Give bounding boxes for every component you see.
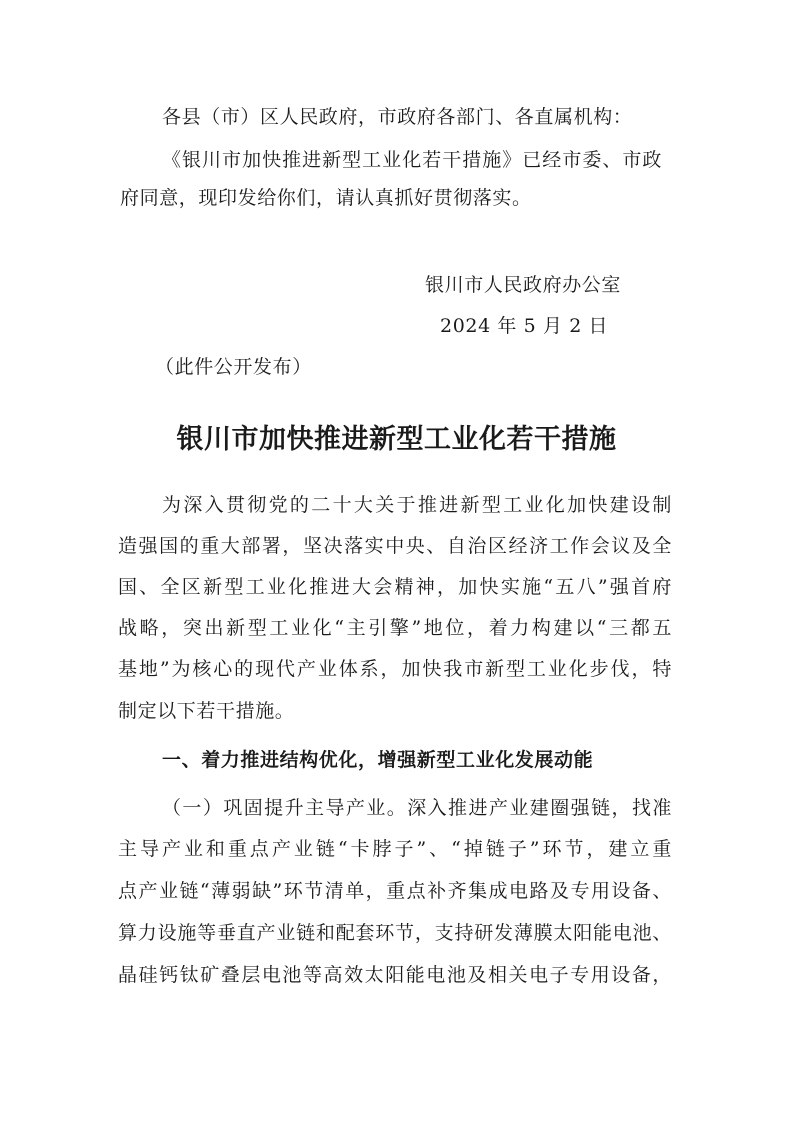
publication-note: （此件公开发布） — [155, 356, 312, 378]
intro-line-6: 制定以下若干措施。 — [118, 700, 295, 722]
salutation: 各县（市）区人民政府，市政府各部门、各直属机构： — [162, 106, 633, 128]
notice-body-line-2: 府同意，现印发给你们，请认真抓好贯彻落实。 — [120, 187, 532, 209]
issuer-name: 银川市人民政府办公室 — [425, 274, 622, 296]
intro-line-4: 战略，突出新型工业化“主引擎”地位，着力构建以“三都五 — [118, 617, 672, 639]
item-1-line-5: 晶硅钙钛矿叠层电池等高效太阳能电池及相关电子专用设备， — [118, 964, 672, 986]
item-1-line-1: （一）巩固提升主导产业。深入推进产业建圈强链，找准 — [162, 797, 672, 819]
page-title: 银川市加快推进新型工业化若干措施 — [176, 424, 617, 455]
notice-body-line-1: 《银川市加快推进新型工业化若干措施》已经市委、市政 — [162, 149, 662, 171]
intro-line-2: 造强国的重大部署，坚决落实中央、自治区经济工作会议及全 — [118, 535, 672, 557]
issue-date: 2024 年 5 月 2 日 — [440, 315, 609, 337]
item-1-line-3: 点产业链“薄弱缺”环节清单，重点补齐集成电路及专用设备、 — [118, 880, 672, 902]
section-heading-1: 一、着力推进结构优化，增强新型工业化发展动能 — [162, 749, 594, 771]
intro-line-1: 为深入贯彻党的二十大关于推进新型工业化加快建设制 — [162, 494, 672, 516]
item-1-line-2: 主导产业和重点产业链“卡脖子”、“掉链子”环节，建立重 — [118, 838, 672, 860]
item-1-line-4: 算力设施等垂直产业链和配套环节，支持研发薄膜太阳能电池、 — [118, 922, 672, 944]
intro-line-5: 基地”为核心的现代产业体系，加快我市新型工业化步伐，特 — [118, 658, 672, 680]
intro-line-3: 国、全区新型工业化推进大会精神，加快实施“五八”强首府 — [118, 576, 672, 598]
